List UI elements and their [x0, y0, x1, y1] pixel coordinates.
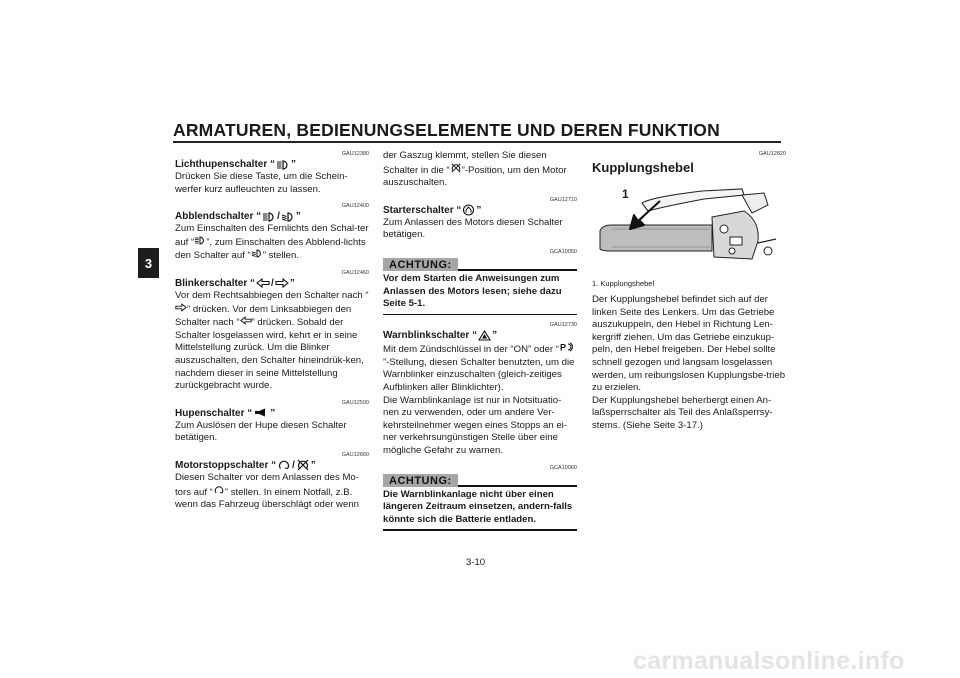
page-number: 3-10 [466, 557, 486, 568]
high-beam-icon [276, 160, 290, 170]
section-title: Blinkerschalter “ / ” [175, 277, 295, 289]
caution-text: Die Warnblinkanlage nicht über einen längeren Zeitraum einsetzen, andern-falls könnte sich die Batterie entladen. [383, 488, 573, 525]
header-rule [173, 141, 781, 143]
section-warnblink [383, 321, 577, 457]
turn-left-icon [256, 278, 270, 288]
caution-text: Vor dem Starten die Anweisungen zum Anlassen des Motors lesen; siehe dazu Seite 5-1. [383, 272, 562, 310]
section-body: Diesen Schalter vor dem Anlassen des Mo-tors auf “ ” stellen. In einem Notfall, z.B. wenn das Fahrzeug überschlägt oder wenn [175, 471, 359, 511]
section-code: GAU12730 [549, 322, 577, 329]
section-body: Der Kupplungshebel beherbergt einen An-laßsperrschalter als Teil des Anlaßsperrsy-stems. (Siehe Seite 3-17.) [592, 394, 773, 431]
section-code: GAU12660 [341, 451, 369, 458]
section-title: Starterschalter “ ” [383, 204, 482, 216]
high-beam-icon [262, 212, 276, 222]
turn-right-icon [175, 304, 187, 315]
section-hupe [175, 399, 369, 445]
engine-run-icon [277, 459, 291, 471]
section-title: Hupenschalter “ ” [175, 407, 276, 419]
engine-stop-icon [450, 165, 462, 176]
watermark: carmanualsonline.info [633, 647, 905, 675]
section-code: GCA10050 [549, 248, 577, 255]
horn-icon [253, 408, 269, 418]
starter-icon [462, 204, 475, 216]
section-body: Der Kupplungshebel befindet sich auf der linken Seite des Lenkers. Um das Getriebe auszukuppeln, den Hebel in Richtung Len-kergriff ziehen. Um das Getriebe einzukup-peln, den Hebel freigeben. Der Hebel sollte schnell gezogen und langsam losgelassen werden, um reibungslosen Kupplungsbe-trieb zu erzielen. [592, 294, 786, 394]
low-beam-icon [251, 250, 263, 261]
section-body: Drücken Sie diese Taste, um die Schein-werfer kurz aufleuchten zu lassen. [175, 171, 348, 195]
caution-label: ACHTUNG: [383, 258, 458, 271]
section-body: Zum Einschalten des Fernlichts den Schal-ter auf “ ”, zum Einschalten des Abblend-lichts den Schalter auf “ ” stellen. [175, 223, 369, 262]
low-beam-icon [281, 212, 295, 222]
engine-stop-icon [296, 459, 310, 471]
section-body: der Gaszug klemmt, stellen Sie diesen Schalter in die “ ”-Position, um den Motor auszuschalten. [383, 150, 567, 189]
callout-number: 1 [622, 187, 629, 201]
section-lichthupe [175, 150, 369, 196]
section-code: GAU12500 [341, 399, 369, 406]
caution-box-1 [383, 248, 577, 315]
high-beam-icon [194, 237, 206, 248]
engine-run-icon [213, 487, 225, 498]
caution-box-2 [383, 464, 577, 531]
section-blinker [175, 269, 369, 393]
turn-left-icon [240, 317, 252, 328]
svg-text:P: P [559, 342, 566, 353]
clutch-lever-drawing [592, 181, 782, 271]
section-code: GAU12710 [549, 196, 577, 203]
column-1 [175, 150, 369, 518]
parking-icon [559, 344, 573, 355]
section-motorstopp-continued [383, 150, 577, 190]
chapter-tab: 3 [138, 248, 159, 278]
section-code: GAU12820 [758, 151, 786, 157]
section-code: GAU12400 [341, 203, 369, 210]
section-title: Warnblinkschalter “ ” [383, 330, 498, 342]
hazard-icon [478, 330, 491, 341]
section-title: Motorstoppschalter “ / ” [175, 459, 316, 471]
section-body: Vor dem Rechtsabbiegen den Schalter nach “” drücken. Vor dem Linksabbiegen den Schalter nach “ ” drücken. Sobald der Schalter losgelassen wird, kehrt er in seine Mittelstellung zurück. Um die Blinker auszuschalten, den Schalter hineindrük-ken, nachdem dieser in seine Mittelstellung zurückgebracht wurde. [175, 289, 369, 392]
section-code: GAU12460 [341, 269, 369, 276]
section-code: GCA10060 [549, 464, 577, 471]
figure-caption: 1. Kupplungshebel [592, 279, 655, 288]
section-starter [383, 196, 577, 242]
caution-label: ACHTUNG: [383, 474, 458, 487]
section-body: Zum Anlassen des Motors diesen Schalter betätigen. [383, 216, 563, 241]
turn-right-icon [275, 278, 289, 288]
page-header-title: ARMATUREN, BEDIENUNGSELEMENTE UND DEREN FUNKTION [173, 120, 720, 140]
section-heading: Kupplungshebel [592, 160, 694, 175]
section-motorstopp [175, 451, 369, 512]
section-body: Mit dem Zündschlüssel in der “ON” oder “ P ”-Stellung, diesen Schalter benutzten, um die Warnblinker einzuschalten (gleich-zeitiges Aufblinken aller Blinklichter). Die Warnblinkanlage ist nur in Notsituatio-nen zu verwenden, oder um andere Ver-kehrsteilnehmer wegen eines Stopps an ei-ner verkehrsungünstigen Stelle über eine mögliche Gefahr zu warnen. [383, 342, 575, 456]
clutch-lever-illustration [592, 181, 782, 271]
section-kupplungshebel [592, 150, 786, 433]
section-code: GAU12380 [341, 151, 369, 157]
section-abblend [175, 202, 369, 263]
section-body: Zum Auslösen der Hupe diesen Schalter betätigen. [175, 419, 347, 444]
column-2 [383, 150, 577, 537]
section-title: Abblendschalter “ / ” [175, 211, 301, 223]
section-title: Lichthupenschalter “ ” [175, 159, 297, 170]
column-3 [592, 150, 786, 439]
